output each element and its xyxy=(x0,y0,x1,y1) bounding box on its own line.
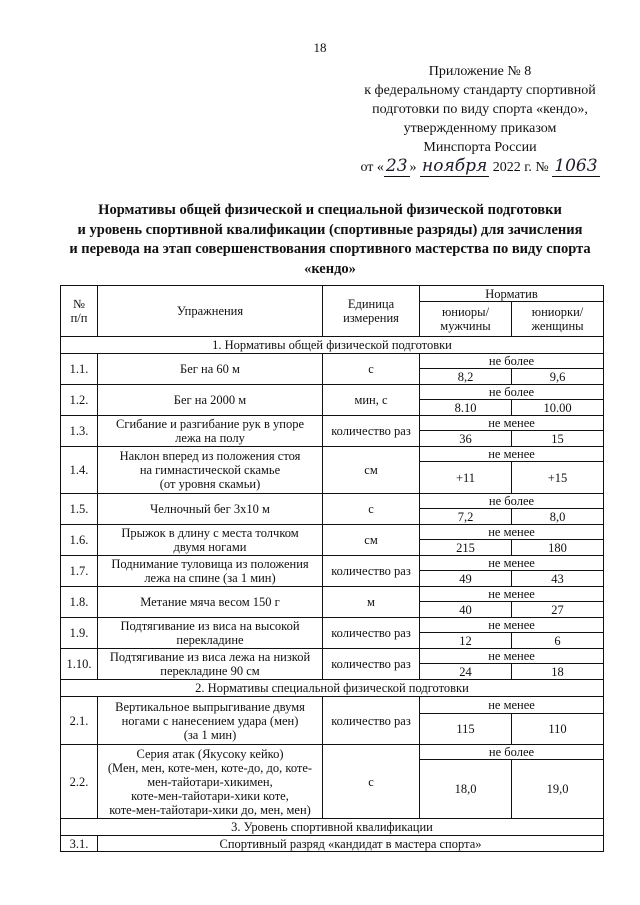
row-num: 2.1. xyxy=(61,697,98,745)
row-num: 1.9. xyxy=(61,618,98,649)
row-value-f: 110 xyxy=(512,714,604,745)
row-value-m: 8.10 xyxy=(420,400,512,416)
row-value-m: 40 xyxy=(420,602,512,618)
row-unit: с xyxy=(323,745,420,819)
appendix-line-4: утвержденному приказом xyxy=(403,121,557,136)
row-num: 1.5. xyxy=(61,494,98,525)
row-unit: см xyxy=(323,525,420,556)
row-exercise: Прыжок в длину с места толчком двумя ногами xyxy=(98,525,323,556)
row-value-m: 8,2 xyxy=(420,369,512,385)
appendix-date-line xyxy=(350,157,610,177)
row-value-f: 6 xyxy=(512,633,604,649)
row-value-m: +11 xyxy=(420,462,512,494)
header-unit: Единица измерения xyxy=(323,286,420,337)
row-value-f: 27 xyxy=(512,602,604,618)
title-line-3: и перевода на этап совершенствования спортивного мастерства по виду спорта xyxy=(69,241,591,257)
header-juniors-m: юниоры/ мужчины xyxy=(420,302,512,337)
row-value-f: 180 xyxy=(512,540,604,556)
row-norm-type: не менее xyxy=(420,447,604,462)
row-unit: см xyxy=(323,447,420,494)
date-day: 23 xyxy=(385,156,408,176)
row-exercise: Серия атак (Якусоку кейко) (Мен, мен, коте-мен, коте-до, до, коте- мен-тайотари-хикимен, коте-мен-тайотари-хики коте, коте-мен-тайотари-хики до, мен, мен) xyxy=(98,745,323,819)
date-mid: » xyxy=(409,160,417,175)
header-juniors-f: юниорки/ женщины xyxy=(512,302,604,337)
row-unit: с xyxy=(323,494,420,525)
row-value-f: +15 xyxy=(512,462,604,494)
table-row xyxy=(61,618,604,633)
row-exercise: Сгибание и разгибание рук в упоре лежа на полу xyxy=(98,416,323,447)
table-row xyxy=(61,416,604,431)
row-norm-type: не более xyxy=(420,494,604,509)
date-year: 2022 г. № xyxy=(492,160,549,175)
row-unit: м xyxy=(323,587,420,618)
row-unit: с xyxy=(323,354,420,385)
table-row xyxy=(61,447,604,462)
row-norm-type: не менее xyxy=(420,618,604,633)
row-value-f: 43 xyxy=(512,571,604,587)
row-unit: мин, с xyxy=(323,385,420,416)
row-num: 3.1. xyxy=(61,836,98,852)
row-exercise: Подтягивание из виса на высокой перекладине xyxy=(98,618,323,649)
row-value-f: 18 xyxy=(512,664,604,680)
row-exercise: Метание мяча весом 150 г xyxy=(98,587,323,618)
row-value-m: 36 xyxy=(420,431,512,447)
row-value-m: 18,0 xyxy=(420,760,512,819)
appendix-line-2: к федеральному стандарту спортивной xyxy=(364,83,596,98)
section-1-header: 1. Нормативы общей физической подготовки xyxy=(61,337,604,354)
section-2-header: 2. Нормативы специальной физической подготовки xyxy=(61,680,604,697)
appendix-line-3: подготовки по виду спорта «кендо», xyxy=(372,102,588,117)
row-norm-type: не менее xyxy=(420,556,604,571)
row-exercise: Бег на 60 м xyxy=(98,354,323,385)
table-row xyxy=(61,836,604,852)
row-unit: количество раз xyxy=(323,556,420,587)
row-value-m: 49 xyxy=(420,571,512,587)
row-exercise: Подтягивание из виса лежа на низкой перекладине 90 см xyxy=(98,649,323,680)
row-num: 1.8. xyxy=(61,587,98,618)
row-value-m: 24 xyxy=(420,664,512,680)
row-num: 1.3. xyxy=(61,416,98,447)
row-value-m: 7,2 xyxy=(420,509,512,525)
table-row xyxy=(61,494,604,509)
date-number: 1063 xyxy=(554,156,598,176)
table-row xyxy=(61,697,604,714)
row-norm-type: не менее xyxy=(420,525,604,540)
table-row xyxy=(61,525,604,540)
row-value-m: 115 xyxy=(420,714,512,745)
table-row xyxy=(61,745,604,760)
row-num: 1.6. xyxy=(61,525,98,556)
row-norm-type: не более xyxy=(420,385,604,400)
appendix-block xyxy=(350,62,610,177)
row-unit: количество раз xyxy=(323,416,420,447)
norms-table xyxy=(60,285,604,852)
row-value-f: 9,6 xyxy=(512,369,604,385)
row-norm-type: не более xyxy=(420,745,604,760)
table-row xyxy=(61,385,604,400)
row-norm-type: не менее xyxy=(420,697,604,714)
row-num: 1.1. xyxy=(61,354,98,385)
title-line-2: и уровень спортивной квалификации (спортивные разряды) для зачисления xyxy=(77,221,583,238)
row-value-f: 19,0 xyxy=(512,760,604,819)
row-value-f: 15 xyxy=(512,431,604,447)
row-value-f: 10.00 xyxy=(512,400,604,416)
document-title xyxy=(40,201,620,279)
row-exercise: Бег на 2000 м xyxy=(98,385,323,416)
header-norm: Норматив xyxy=(420,286,604,302)
row-exercise: Наклон вперед из положения стоя на гимнастической скамье (от уровня скамьи) xyxy=(98,447,323,494)
row-unit: количество раз xyxy=(323,697,420,745)
row-norm-type: не менее xyxy=(420,416,604,431)
row-num: 1.2. xyxy=(61,385,98,416)
row-num: 2.2. xyxy=(61,745,98,819)
table-row xyxy=(61,587,604,602)
row-exercise: Вертикальное выпрыгивание двумя ногами с нанесением удара (мен) (за 1 мин) xyxy=(98,697,323,745)
row-num: 1.10. xyxy=(61,649,98,680)
table-row xyxy=(61,354,604,369)
row-norm-type: не менее xyxy=(420,587,604,602)
date-prefix: от « xyxy=(360,160,384,175)
row-unit: количество раз xyxy=(323,618,420,649)
row-value-m: 215 xyxy=(420,540,512,556)
table-row xyxy=(61,649,604,664)
row-num: 1.7. xyxy=(61,556,98,587)
row-norm-type: не менее xyxy=(420,649,604,664)
title-line-1: Нормативы общей физической и специальной физической подготовки xyxy=(98,202,562,218)
header-exercise: Упражнения xyxy=(98,286,323,337)
page-number: 18 xyxy=(313,40,327,55)
section-3-header: 3. Уровень спортивной квалификации xyxy=(61,819,604,836)
table-row xyxy=(61,556,604,571)
row-num: 1.4. xyxy=(61,447,98,494)
row-value-m: 12 xyxy=(420,633,512,649)
row-norm-type: не более xyxy=(420,354,604,369)
row-value-f: 8,0 xyxy=(512,509,604,525)
row-exercise: Челночный бег 3х10 м xyxy=(98,494,323,525)
date-month: ноября xyxy=(422,156,488,176)
row-exercise: Поднимание туловища из положения лежа на спине (за 1 мин) xyxy=(98,556,323,587)
row-unit: количество раз xyxy=(323,649,420,680)
appendix-line-5: Минспорта России xyxy=(423,140,537,155)
header-num: № п/п xyxy=(61,286,98,337)
appendix-line-1: Приложение № 8 xyxy=(428,64,532,79)
title-line-4: «кендо» xyxy=(304,260,356,277)
row-exercise: Спортивный разряд «кандидат в мастера спорта» xyxy=(98,836,604,852)
